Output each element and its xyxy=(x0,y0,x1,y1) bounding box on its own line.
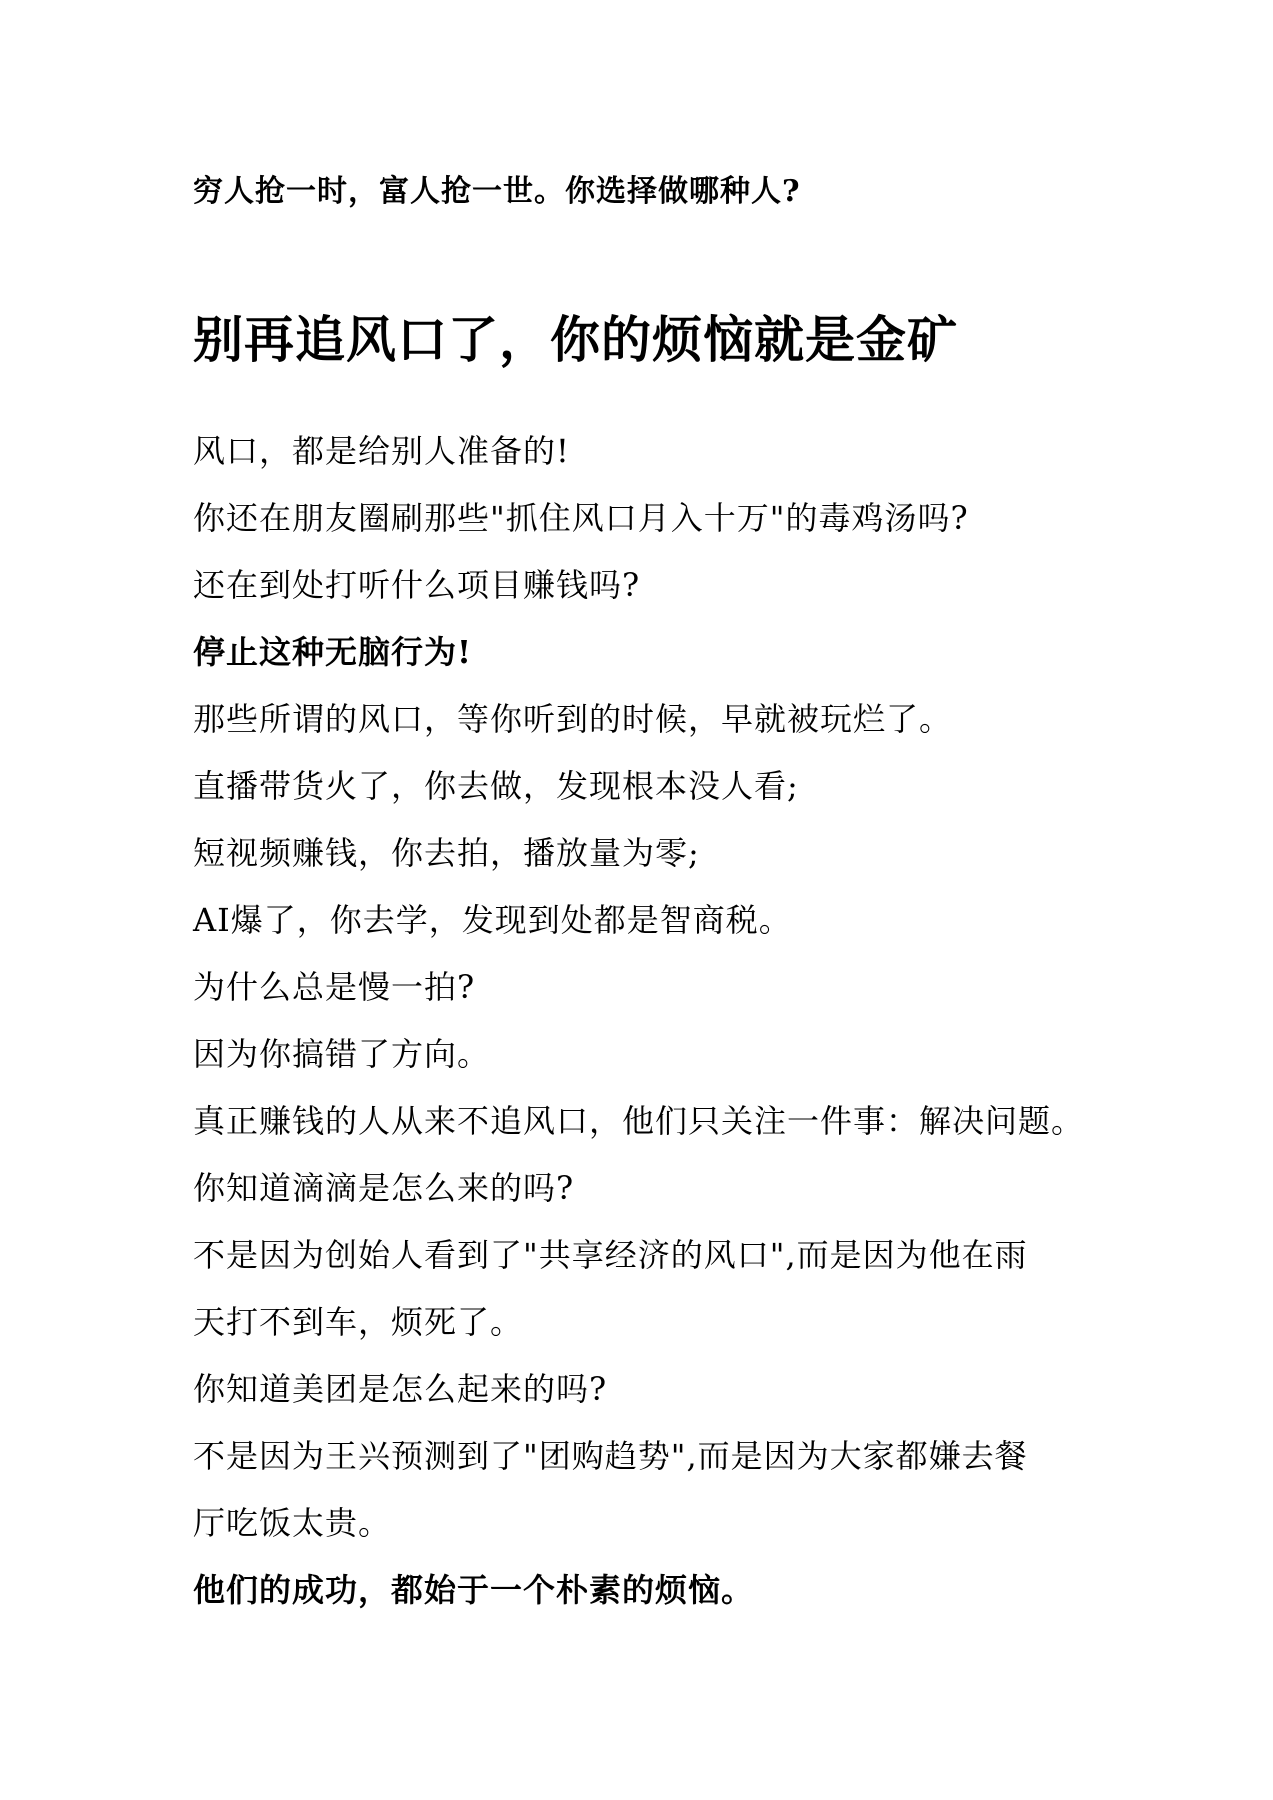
body-line: 天打不到车，烦死了。 xyxy=(193,1303,524,1341)
body-line: 还在到处打听什么项目赚钱吗? xyxy=(193,566,641,604)
body-line: 短视频赚钱，你去拍，播放量为零; xyxy=(193,834,700,872)
body-line: 你知道美团是怎么起来的吗? xyxy=(193,1370,608,1408)
body-line: AI爆了，你去学，发现到处都是智商税。 xyxy=(193,901,792,939)
body-line: 真正赚钱的人从来不追风口，他们只关注一件事：解决问题。 xyxy=(193,1102,1085,1140)
body-line: 为什么总是慢一拍? xyxy=(193,968,476,1006)
body-line: 因为你搞错了方向。 xyxy=(193,1035,491,1073)
body-line: 他们的成功，都始于一个朴素的烦恼。 xyxy=(193,1571,755,1609)
body-line: 不是因为创始人看到了"共享经济的风口",而是因为他在雨 xyxy=(193,1236,1028,1274)
article-title: 别再追风口了，你的烦恼就是金矿 xyxy=(193,310,958,369)
body-line: 风口，都是给别人准备的! xyxy=(193,432,570,470)
article-body xyxy=(193,418,1084,1624)
body-line: 直播带货火了，你去做，发现根本没人看; xyxy=(193,767,799,805)
body-line: 你还在朋友圈刷那些"抓住风口月入十万"的毒鸡汤吗? xyxy=(193,499,969,537)
body-line: 厅吃饭太贵。 xyxy=(193,1504,392,1542)
body-line: 停止这种无脑行为! xyxy=(193,633,473,671)
body-line: 那些所谓的风口，等你听到的时候，早就被玩烂了。 xyxy=(193,700,953,738)
intro-line: 穷人抢一时，富人抢一世。你选择做哪种人? xyxy=(193,174,801,209)
body-line: 不是因为王兴预测到了"团购趋势",而是因为大家都嫌去餐 xyxy=(193,1437,1028,1475)
body-line: 你知道滴滴是怎么来的吗? xyxy=(193,1169,575,1207)
